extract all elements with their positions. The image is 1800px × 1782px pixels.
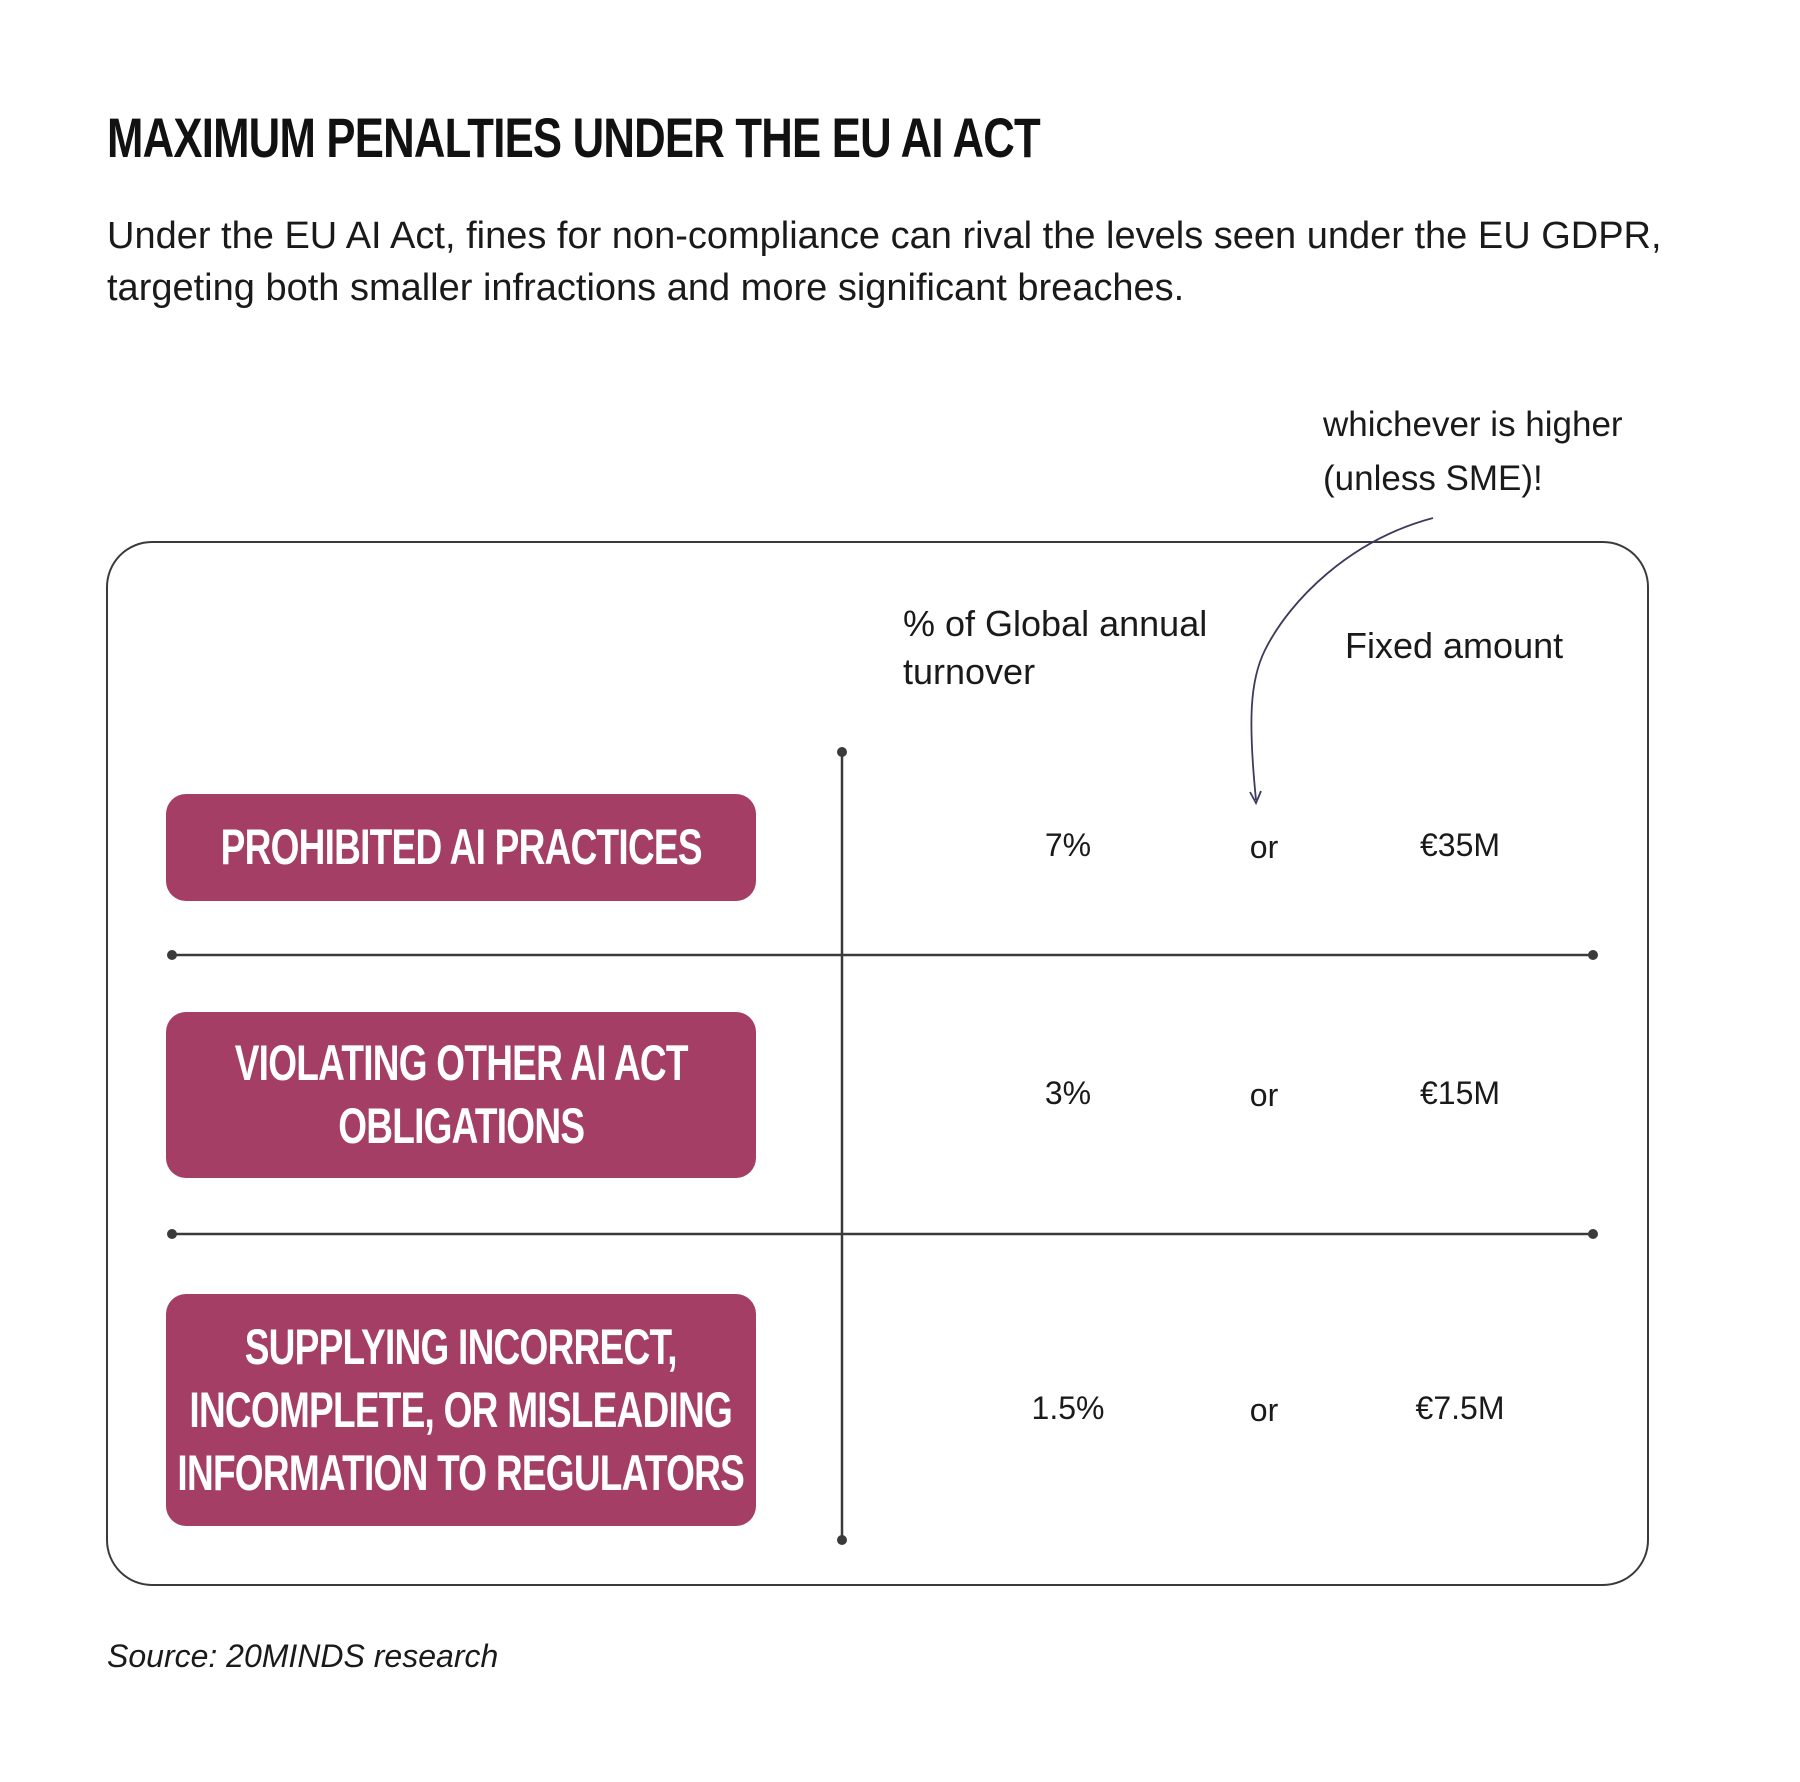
- row-1-percent: 7%: [1044, 827, 1092, 863]
- row-1-connector: or: [1249, 829, 1279, 865]
- vertical-divider-bottom-dot: [837, 1535, 847, 1545]
- annotation-line-2: (unless SME)!: [1323, 459, 1543, 498]
- vertical-divider-top-dot: [837, 747, 847, 757]
- row-3-percent: 1.5%: [1031, 1390, 1105, 1426]
- row-divider-1-right-dot: [1588, 950, 1598, 960]
- row-divider-1-left-dot: [167, 950, 177, 960]
- row-2-amount: €15M: [1419, 1075, 1501, 1111]
- row-2-percent: 3%: [1044, 1075, 1092, 1111]
- category-label: PROHIBITED AI PRACTICES: [220, 819, 702, 875]
- category-label: SUPPLYING INCORRECT, INCOMPLETE, OR MISLEADING INFORMATION TO REGULATORS: [177, 1318, 745, 1501]
- column-header-fixed-amount: Fixed amount: [1345, 625, 1564, 666]
- row-divider-2-left-dot: [167, 1229, 177, 1239]
- row-2-connector: or: [1249, 1077, 1279, 1113]
- category-tag-incorrect-information: [166, 1294, 756, 1526]
- row-3-amount: €7.5M: [1415, 1390, 1505, 1426]
- row-3-connector: or: [1249, 1392, 1279, 1428]
- page-subtitle: Under the EU AI Act, fines for non-compliance can rival the levels seen under the EU GDPR, targeting both smaller infractions and more significant breaches.: [107, 215, 1662, 309]
- category-label: VIOLATING OTHER AI ACT OBLIGATIONS: [234, 1035, 688, 1154]
- page-title: MAXIMUM PENALTIES UNDER THE EU AI ACT: [107, 106, 1040, 169]
- annotation-line-1: whichever is higher: [1323, 405, 1623, 444]
- category-tag-other-obligations: [166, 1012, 756, 1178]
- source-note: Source: 20MINDS research: [107, 1638, 499, 1674]
- category-tag-prohibited: [166, 794, 756, 901]
- row-1-amount: €35M: [1419, 827, 1501, 863]
- column-header-percent-turnover: % of Global annual turnover: [903, 603, 1208, 692]
- row-divider-2-right-dot: [1588, 1229, 1598, 1239]
